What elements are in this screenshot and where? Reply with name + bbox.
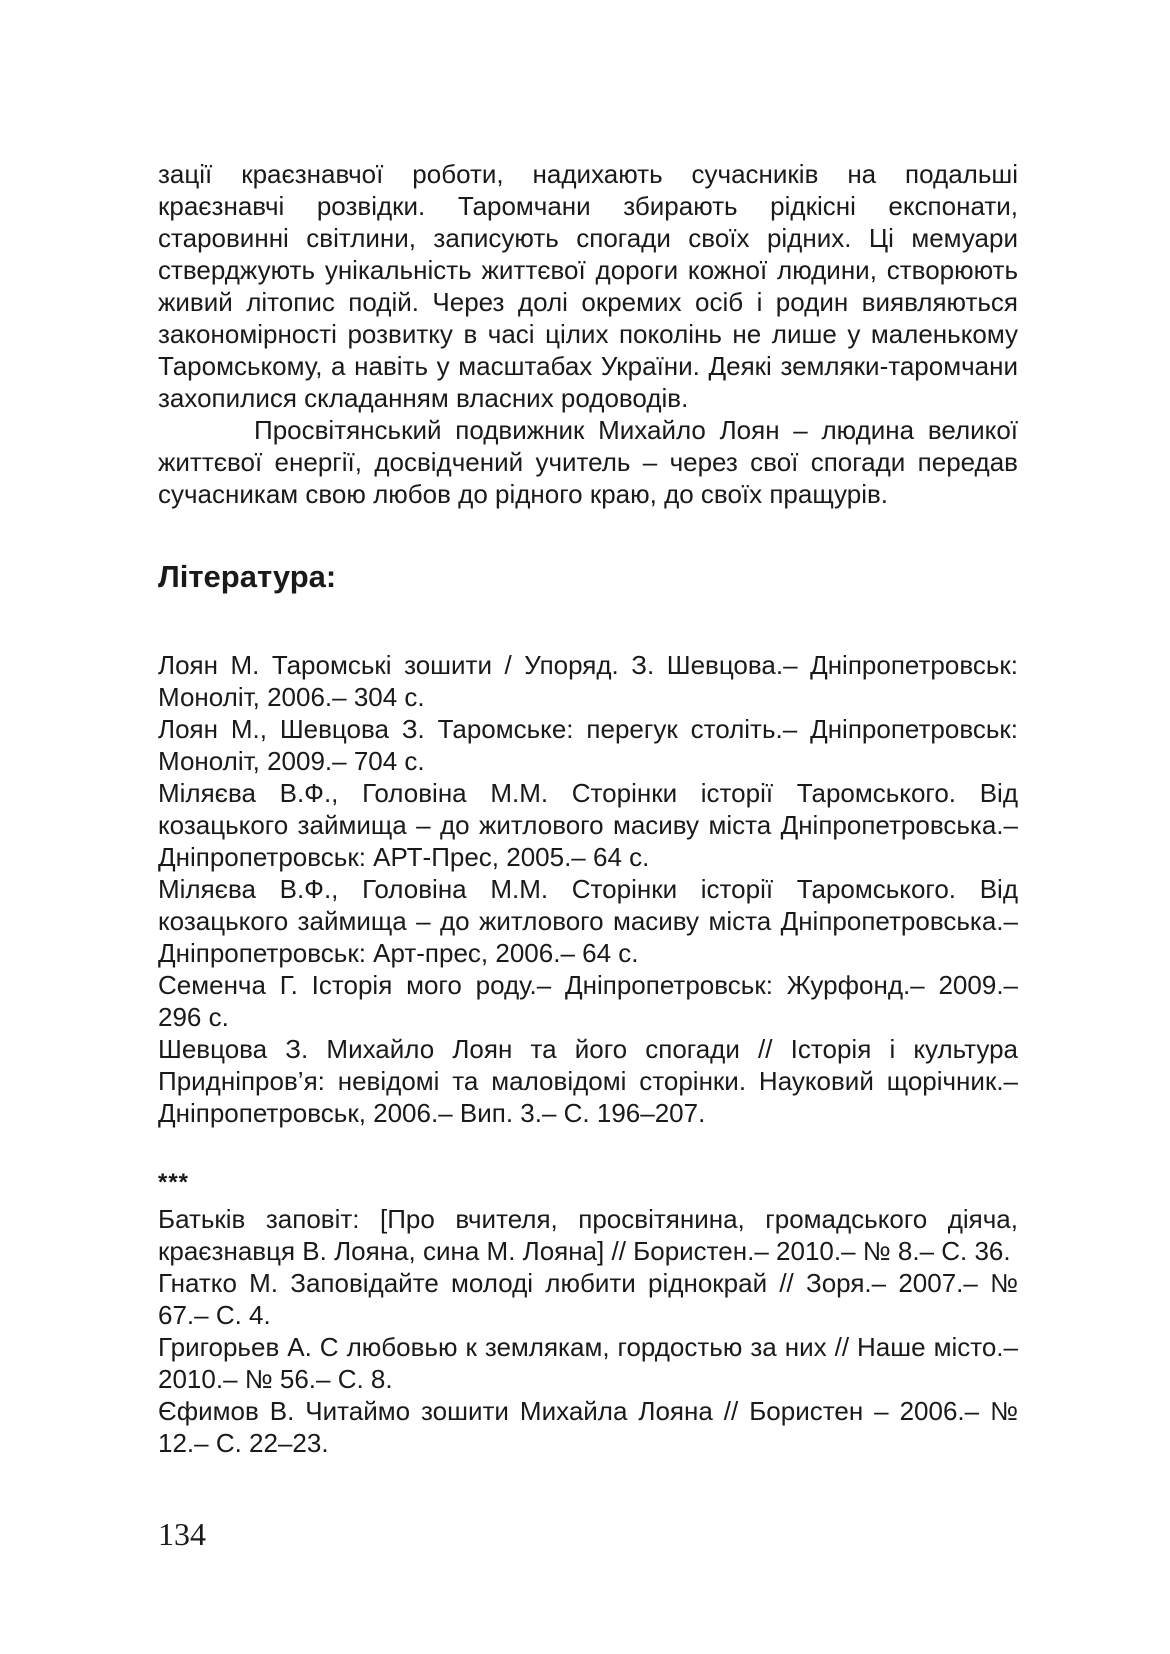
page-number: 134 xyxy=(158,1516,206,1552)
body-paragraph: зації краєзнавчої роботи, надихають сучасників на подальші краєзнавчі розвідки. Таромчани збирають рідкісні експонати, старовинні світлини, записують спогади своїх рідних. Ці мемуари стверджують унікальність життєвої дороги кожної людини, створюють живий літопис подій. Через долі окремих осіб і родин виявляються закономірності розвитку в часі цілих поколінь не лише у маленькому Таромському, а навіть у масштабах України. Деякі земляки-таромчани захопилися складанням власних родоводів. xyxy=(158,159,1018,413)
reference-item: Батьків заповіт: [Про вчителя, просвітянина, громадського діяча, краєзнавця В. Лояна, сина М. Лояна] // Бористен.– 2010.– № 8.– С. 36. xyxy=(158,1204,1018,1266)
reference-item: Єфимов В. Читаймо зошити Михайла Лояна // Бористен – 2006.– № 12.– С. 22–23. xyxy=(158,1396,1018,1458)
reference-item: Гнатко М. Заповідайте молоді любити ріднокрай // Зоря.– 2007.– № 67.– С. 4. xyxy=(158,1268,1018,1330)
reference-item: Міляєва В.Ф., Головіна М.М. Сторінки історії Таромського. Від козацького займища – до житлового масиву міста Дніпропетровська.– Дніпропетровськ: Арт-прес, 2006.– 64 с. xyxy=(158,874,1018,968)
reference-item: Шевцова З. Михайло Лоян та його спогади // Історія і культура Придніпров’я: невідомі та маловідомі сторінки. Науковий щорічник.– Дніпропетровськ, 2006.– Вип. 3.– С. 196–207. xyxy=(158,1034,1018,1128)
body-paragraph: Просвітянський подвижник Михайло Лоян – людина великої життєвої енергії, досвідчений учитель – через свої спогади передав сучасникам свою любов до рідного краю, до своїх пращурів. xyxy=(158,415,1018,509)
section-separator: *** xyxy=(158,1169,190,1196)
reference-item: Міляєва В.Ф., Головіна М.М. Сторінки історії Таромського. Від козацького займища – до житлового масиву міста Дніпропетровська.– Дніпропетровськ: АРТ-Прес, 2005.– 64 с. xyxy=(158,778,1018,872)
reference-item: Семенча Г. Історія мого роду.– Дніпропетровськ: Журфонд.– 2009.– 296 с. xyxy=(158,970,1018,1032)
reference-item: Лоян М. Таромські зошити / Упоряд. З. Шевцова.– Дніпропетровськ: Моноліт, 2006.– 304 с. xyxy=(158,650,1018,712)
reference-item: Лоян М., Шевцова З. Таромське: перегук століть.– Дніпропетровськ: Моноліт, 2009.– 704 с. xyxy=(158,714,1018,776)
reference-list xyxy=(158,649,1018,1129)
reference-item: Григорьев А. С любовью к землякам, гордостью за них // Наше місто.– 2010.– № 56.– С. 8. xyxy=(158,1332,1018,1394)
press-reference-list xyxy=(158,1203,1018,1459)
page-content xyxy=(158,158,1018,1459)
literature-heading: Література: xyxy=(158,559,337,594)
